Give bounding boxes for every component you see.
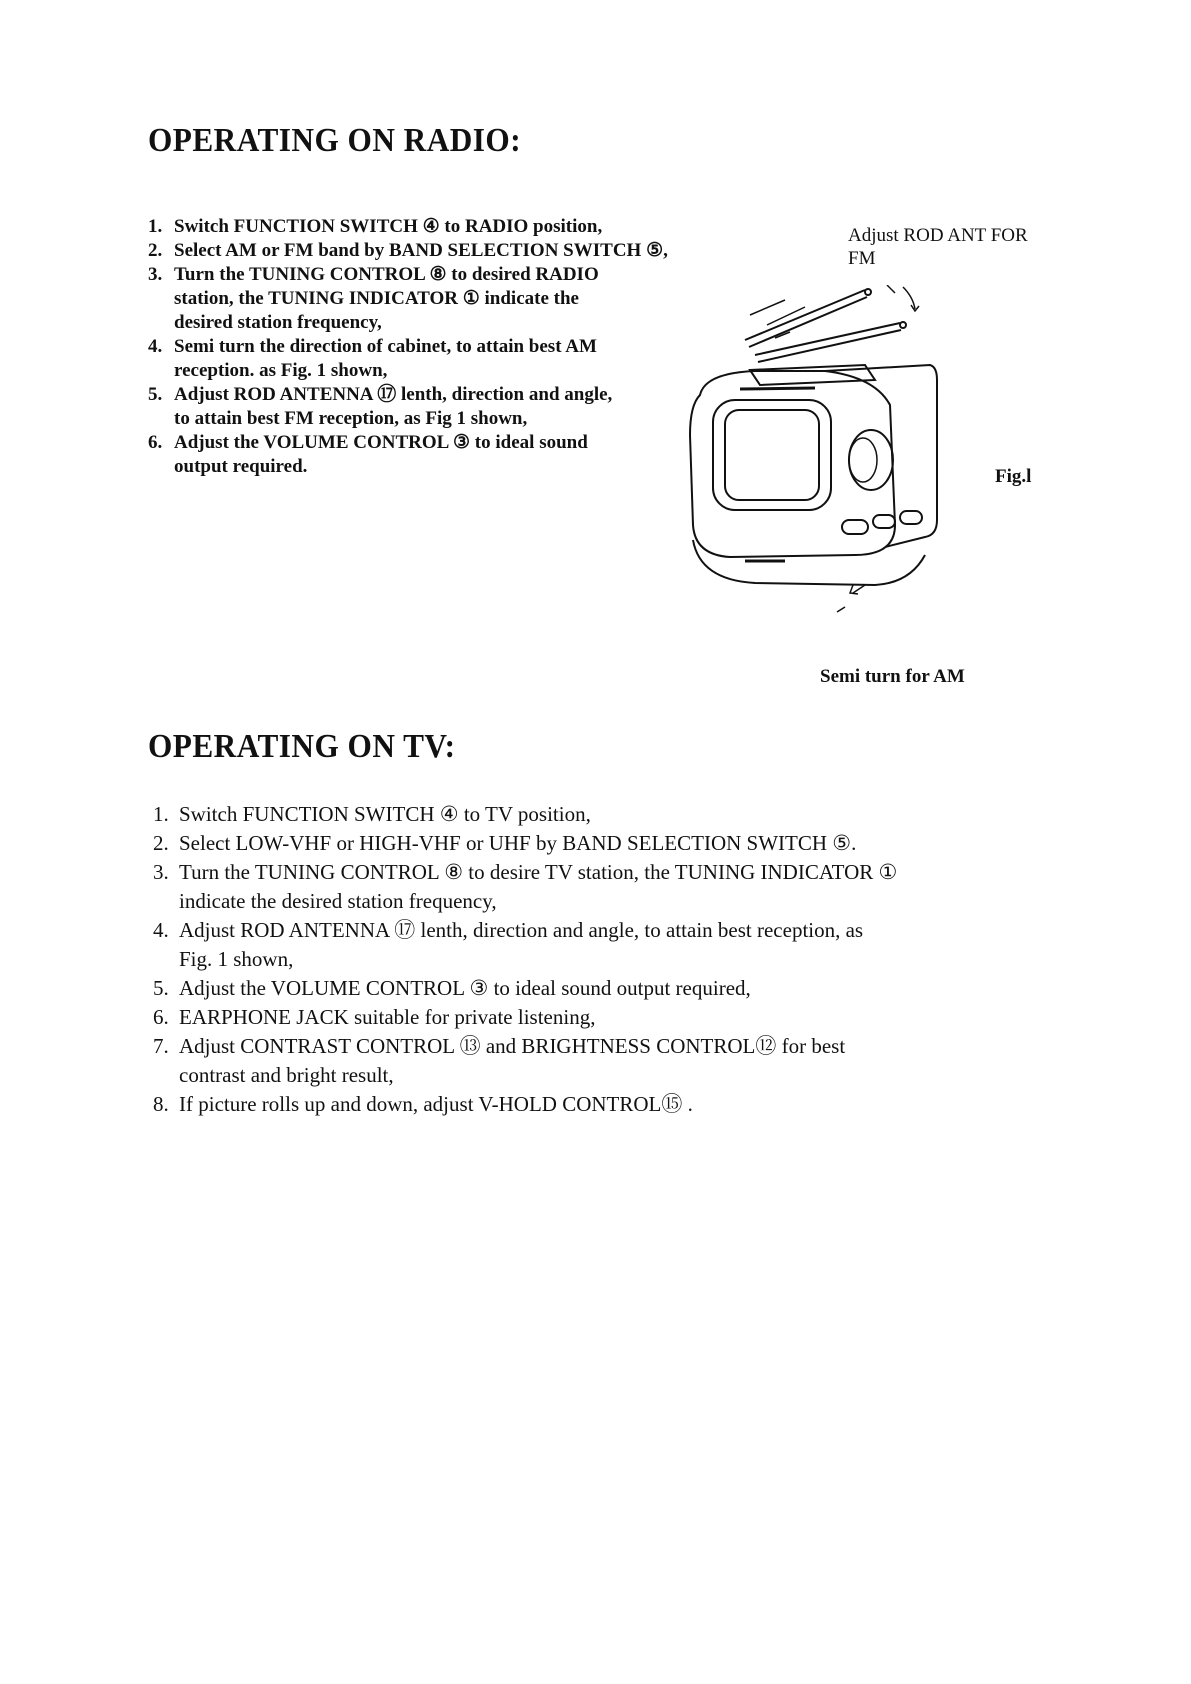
- antenna-adjust-arrows: [887, 285, 919, 311]
- radio-step: [148, 263, 619, 335]
- radio-step: [148, 239, 774, 263]
- step-number: 8.: [153, 1092, 169, 1116]
- tv-step: [153, 1032, 899, 1090]
- portable-tv-illustration: [675, 285, 995, 615]
- rod-antenna-drawing: [745, 289, 906, 362]
- tv-step: [153, 858, 899, 916]
- cabinet-top: [750, 365, 875, 385]
- tv-step: [153, 974, 1013, 1003]
- step-text: Turn the TUNING CONTROL ⑧ to desired RADIO station, the TUNING INDICATOR ① indicate the desired station frequency,: [174, 264, 599, 333]
- step-text: Switch FUNCTION SWITCH ④ to RADIO position,: [174, 216, 603, 237]
- step-text: Switch FUNCTION SWITCH ④ to TV position,: [179, 802, 591, 826]
- am-turn-note: Semi turn for AM: [820, 666, 965, 687]
- tv-steps-list: [153, 800, 1013, 1119]
- step-text: Adjust the VOLUME CONTROL ③ to ideal sound output required,: [179, 976, 751, 1000]
- step-number: 1.: [148, 216, 163, 237]
- step-number: 7.: [153, 1034, 169, 1058]
- tv-step: [153, 1090, 1013, 1119]
- step-text: Semi turn the direction of cabinet, to attain best AM reception. as Fig. 1 shown,: [174, 336, 597, 381]
- radio-step: [148, 431, 619, 479]
- step-number: 2.: [148, 240, 163, 261]
- step-number: 3.: [148, 264, 163, 285]
- tv-step: [153, 916, 899, 974]
- figure-label: Fig.l: [995, 466, 1032, 487]
- step-text: Adjust CONTRAST CONTROL ⑬ and BRIGHTNESS CONTROL⑫ for best contrast and bright result,: [179, 1034, 846, 1087]
- radio-step: [148, 215, 724, 239]
- radio-step: [148, 335, 599, 383]
- step-text: Select AM or FM band by BAND SELECTION SWITCH ⑤,: [174, 240, 668, 261]
- step-number: 6.: [148, 432, 163, 453]
- step-text: Adjust ROD ANTENNA ⑰ lenth, direction and angle, to attain best FM reception, as Fig 1 shown,: [174, 384, 613, 429]
- tv-section-heading: OPERATING ON TV:: [148, 728, 456, 765]
- step-number: 5.: [148, 384, 163, 405]
- fm-antenna-note: Adjust ROD ANT FOR FM: [848, 225, 1028, 269]
- step-text: If picture rolls up and down, adjust V-HOLD CONTROL⑮ .: [179, 1092, 693, 1116]
- step-text: Adjust the VOLUME CONTROL ③ to ideal sound output required.: [174, 432, 588, 477]
- control-buttons: [842, 511, 922, 534]
- step-number: 2.: [153, 831, 169, 855]
- step-text: Turn the TUNING CONTROL ⑧ to desire TV station, the TUNING INDICATOR ① indicate the desired station frequency,: [179, 860, 898, 913]
- tuning-knob: [849, 430, 893, 490]
- tv-step: [153, 800, 1013, 829]
- cabinet-base: [693, 540, 925, 585]
- tv-step: [153, 829, 1013, 858]
- tv-screen-inner: [725, 410, 819, 500]
- radio-section-heading: OPERATING ON RADIO:: [148, 122, 522, 159]
- step-text: Select LOW-VHF or HIGH-VHF or UHF by BAND SELECTION SWITCH ⑤.: [179, 831, 857, 855]
- step-number: 4.: [148, 336, 163, 357]
- step-number: 5.: [153, 976, 169, 1000]
- step-text: Adjust ROD ANTENNA ⑰ lenth, direction and angle, to attain best reception, as Fig. 1 shown,: [179, 918, 864, 971]
- step-number: 3.: [153, 860, 169, 884]
- tv-screen: [713, 400, 831, 510]
- cabinet-front: [690, 371, 895, 557]
- step-text: EARPHONE JACK suitable for private listening,: [179, 1005, 596, 1029]
- step-number: 1.: [153, 802, 169, 826]
- radio-step: [148, 383, 624, 431]
- tv-step: [153, 1003, 1013, 1032]
- step-number: 4.: [153, 918, 169, 942]
- radio-steps-list: [148, 215, 748, 479]
- semi-turn-arrows: [837, 585, 865, 612]
- step-number: 6.: [153, 1005, 169, 1029]
